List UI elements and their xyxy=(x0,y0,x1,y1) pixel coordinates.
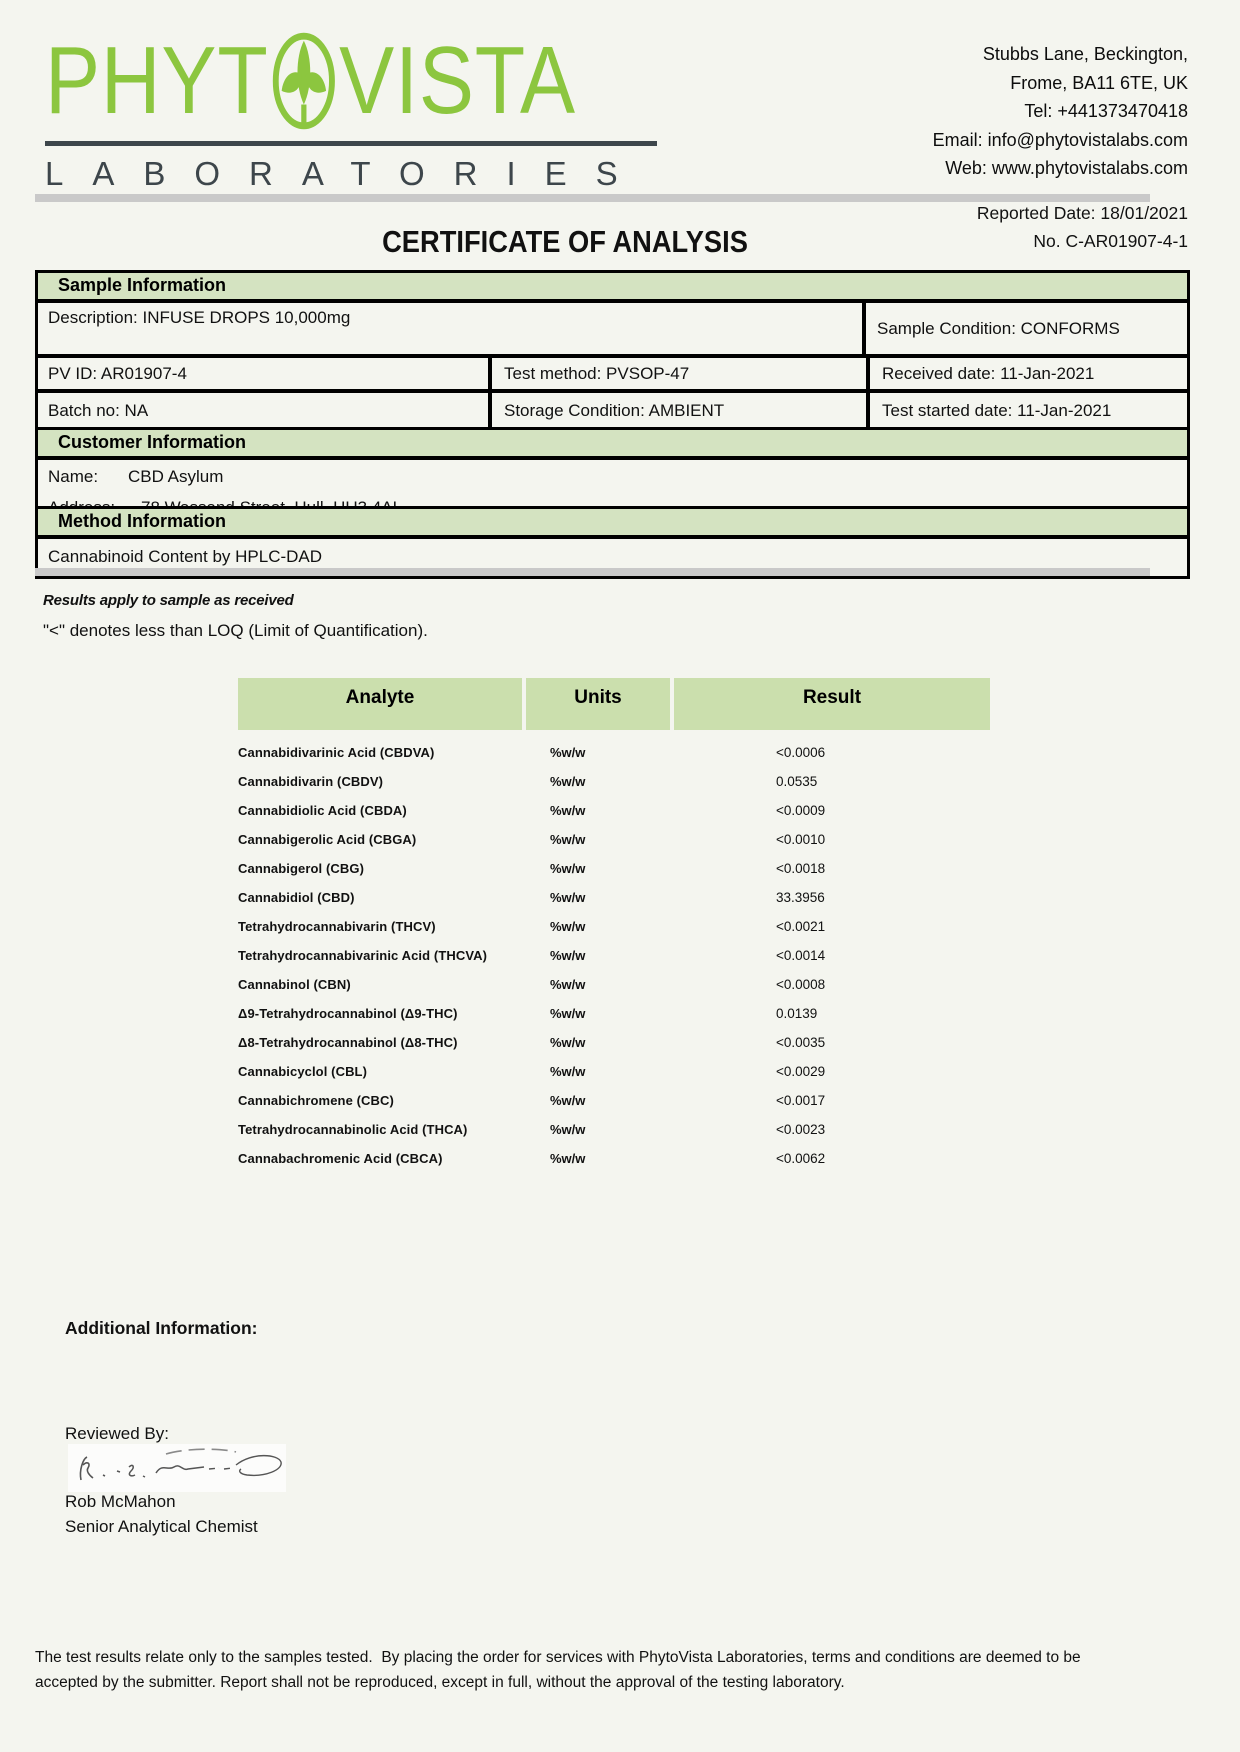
results-row xyxy=(238,767,990,796)
contact-web: Web: www.phytovistalabs.com xyxy=(945,158,1188,178)
analyte-name: Cannabigerolic Acid (CBGA) xyxy=(238,832,417,847)
analyte-result: 0.0139 xyxy=(776,1006,818,1021)
customer-name-row xyxy=(48,467,1177,487)
sample-information-header: Sample Information xyxy=(38,273,1187,303)
analyte-units: %w/w xyxy=(550,832,586,847)
table-row xyxy=(38,303,1187,358)
brand-subtitle: LABORATORIES xyxy=(45,155,647,192)
results-row xyxy=(238,825,990,854)
brand-wordmark-right: VISTA xyxy=(339,27,576,134)
reviewer-title: Senior Analytical Chemist xyxy=(65,1517,258,1536)
table-row xyxy=(38,393,1187,428)
reviewer-name: Rob McMahon xyxy=(65,1492,176,1511)
analyte-units: %w/w xyxy=(550,861,586,876)
analyte-result: <0.0014 xyxy=(776,948,826,963)
analyte-result: <0.0008 xyxy=(776,977,826,992)
method-information-header: Method Information xyxy=(38,509,1187,539)
analyte-result: 0.0535 xyxy=(776,774,818,789)
analyte-units: %w/w xyxy=(550,977,586,992)
analyte-result: <0.0017 xyxy=(776,1093,826,1108)
header-divider-rule xyxy=(35,194,1150,202)
analyte-result: 33.3956 xyxy=(776,890,825,905)
sample-information-table xyxy=(35,270,1190,431)
section-divider-rule xyxy=(35,568,1150,576)
table-row xyxy=(38,358,1187,393)
analyte-units: %w/w xyxy=(550,948,586,963)
analyte-name: Tetrahydrocannabivarinic Acid (THCVA) xyxy=(238,948,488,963)
page-title: CERTIFICATE OF ANALYSIS xyxy=(382,224,748,259)
brand-wordmark xyxy=(45,27,578,134)
analyte-name: Cannabicyclol (CBL) xyxy=(238,1064,368,1079)
analyte-name: Cannabigerol (CBG) xyxy=(238,861,365,876)
logo-divider xyxy=(45,141,657,146)
customer-name-label: Name: xyxy=(48,467,99,486)
analyte-units: %w/w xyxy=(550,1064,586,1079)
certificate-number: No. C-AR01907-4-1 xyxy=(1033,231,1188,251)
analyte-units: %w/w xyxy=(550,774,586,789)
customer-name-value: CBD Asylum xyxy=(128,467,224,486)
analyte-units: %w/w xyxy=(550,919,586,934)
results-row xyxy=(238,1144,990,1173)
contact-tel: Tel: +441373470418 xyxy=(1024,101,1188,121)
leaf-icon xyxy=(271,30,336,132)
results-row xyxy=(238,1028,990,1057)
contact-address-line2: Frome, BA11 6TE, UK xyxy=(1010,72,1188,93)
analyte-result: <0.0021 xyxy=(776,919,826,934)
analyte-name: Δ8-Tetrahydrocannabinol (Δ8-THC) xyxy=(238,1035,458,1050)
sample-description: Description: INFUSE DROPS 10,000mg xyxy=(48,308,351,327)
results-row xyxy=(238,854,990,883)
results-row xyxy=(238,999,990,1028)
analyte-name: Cannabachromenic Acid (CBCA) xyxy=(238,1151,443,1166)
analyte-name: Tetrahydrocannabivarin (THCV) xyxy=(238,919,436,934)
brand-logo xyxy=(45,27,665,193)
results-row xyxy=(238,941,990,970)
analyte-result: <0.0023 xyxy=(776,1122,826,1137)
analyte-name: Cannabinol (CBN) xyxy=(238,977,351,992)
analyte-units: %w/w xyxy=(550,1151,586,1166)
column-header-analyte: Analyte xyxy=(238,678,522,730)
results-table xyxy=(238,678,990,1173)
analyte-name: Cannabidivarinic Acid (CBDVA) xyxy=(238,745,435,760)
received-date: Received date: 11-Jan-2021 xyxy=(866,358,1187,389)
test-started-date: Test started date: 11-Jan-2021 xyxy=(866,393,1187,428)
analyte-name: Δ9-Tetrahydrocannabinol (Δ9-THC) xyxy=(238,1006,458,1021)
results-row xyxy=(238,912,990,941)
analyte-name: Tetrahydrocannabinolic Acid (THCA) xyxy=(238,1122,468,1137)
analyte-name: Cannabidivarin (CBDV) xyxy=(238,774,384,789)
analyte-units: %w/w xyxy=(550,1093,586,1108)
results-row xyxy=(238,1115,990,1144)
analyte-units: %w/w xyxy=(550,803,586,818)
batch-no: Batch no: NA xyxy=(48,400,149,420)
results-row xyxy=(238,796,990,825)
sample-condition: Sample Condition: CONFORMS xyxy=(862,303,1187,354)
reviewed-by-label: Reviewed By: xyxy=(65,1424,169,1443)
results-row xyxy=(238,883,990,912)
results-row xyxy=(238,738,990,767)
footer-disclaimer: The test results relate only to the samples tested. By placing the order for services with PhytoVista Laboratories, terms and conditions are deemed to be accepted by the submitter. Report shall not be reproduced, except in full, without the approval of the testing laboratory. xyxy=(35,1649,1085,1691)
analyte-result: <0.0009 xyxy=(776,803,826,818)
analyte-units: %w/w xyxy=(550,890,586,905)
loq-note: "<" denotes less than LOQ (Limit of Quantification). xyxy=(43,621,428,640)
analyte-units: %w/w xyxy=(550,745,586,760)
results-row xyxy=(238,970,990,999)
results-table-body xyxy=(238,738,990,1173)
contact-email: Email: info@phytovistalabs.com xyxy=(932,129,1188,150)
customer-information-header: Customer Information xyxy=(38,430,1187,460)
analyte-result: <0.0018 xyxy=(776,861,826,876)
storage-condition: Storage Condition: AMBIENT xyxy=(488,393,866,428)
results-row xyxy=(238,1086,990,1115)
analyte-result: <0.0010 xyxy=(776,832,826,847)
analyte-result: <0.0029 xyxy=(776,1064,826,1079)
column-header-units: Units xyxy=(526,678,670,730)
brand-wordmark-left: PHYT xyxy=(45,27,269,134)
analyte-result: <0.0035 xyxy=(776,1035,826,1050)
analyte-result: <0.0006 xyxy=(776,745,826,760)
additional-information-label: Additional Information: xyxy=(65,1318,258,1338)
pv-id: PV ID: AR01907-4 xyxy=(48,363,187,383)
lab-contact-block xyxy=(933,40,1188,183)
results-row xyxy=(238,1057,990,1086)
method-description: Cannabinoid Content by HPLC-DAD xyxy=(48,547,323,566)
results-table-header xyxy=(238,678,990,730)
analyte-name: Cannabidiolic Acid (CBDA) xyxy=(238,803,407,818)
signature-image xyxy=(68,1444,286,1492)
analyte-result: <0.0062 xyxy=(776,1151,826,1166)
analyte-units: %w/w xyxy=(550,1035,586,1050)
analyte-name: Cannabichromene (CBC) xyxy=(238,1093,394,1108)
analyte-name: Cannabidiol (CBD) xyxy=(238,890,355,905)
test-method: Test method: PVSOP-47 xyxy=(488,358,866,389)
contact-address-line1: Stubbs Lane, Beckington, xyxy=(982,44,1188,64)
reported-date: Reported Date: 18/01/2021 xyxy=(976,203,1188,223)
analyte-units: %w/w xyxy=(550,1122,586,1137)
analyte-units: %w/w xyxy=(550,1006,586,1021)
column-header-result: Result xyxy=(674,678,990,730)
results-apply-note: Results apply to sample as received xyxy=(43,592,294,609)
